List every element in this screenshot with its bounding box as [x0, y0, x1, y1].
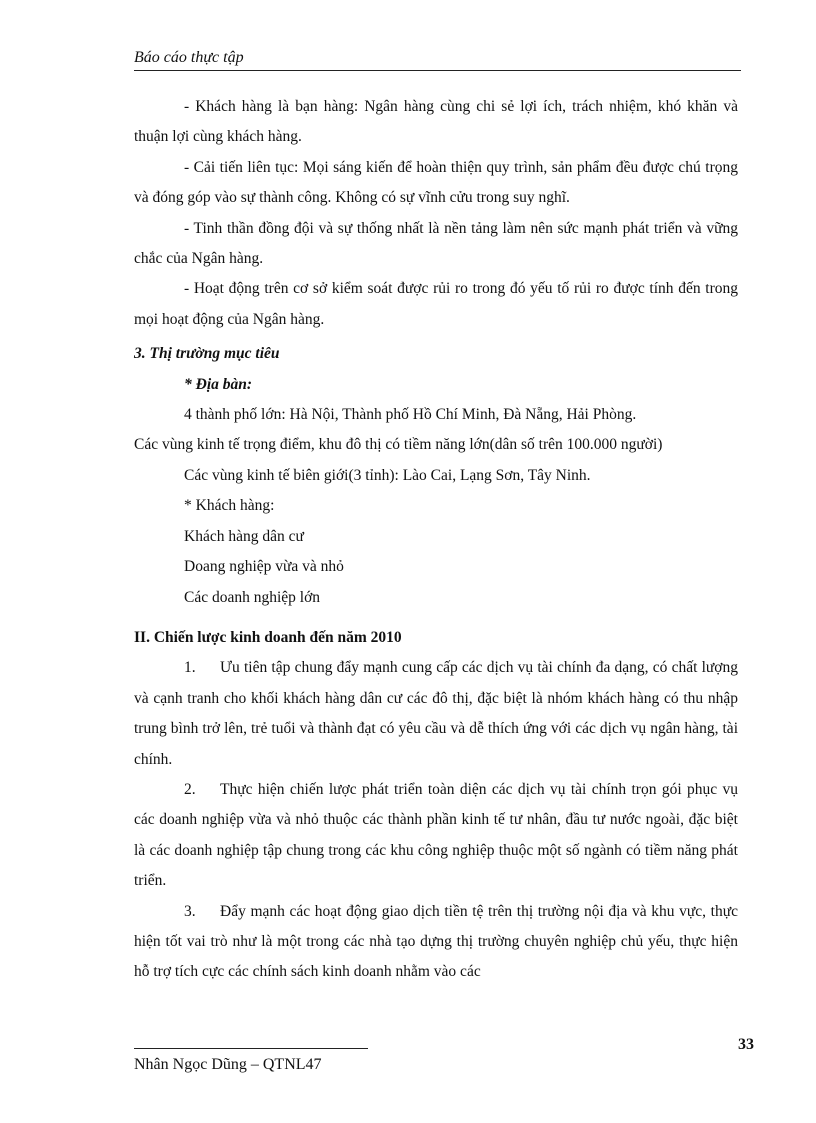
area-line-1: 4 thành phố lớn: Hà Nội, Thành phố Hồ Chí Minh, Đà Nẵng, Hải Phòng. [184, 406, 637, 424]
values-paragraph-3: - Tinh thần đồng đội và sự thống nhất là nền tảng làm nên sức mạnh phát triển và vững chắc của Ngân hàng. [134, 219, 738, 268]
list-number: 3. [184, 902, 196, 920]
footer-author: Nhân Ngọc Dũng – QTNL47 [134, 1056, 322, 1073]
values-paragraph-1: - Khách hàng là bạn hàng: Ngân hàng cùng chi sẻ lợi ích, trách nhiệm, khó khăn và thuận lợi cùng khách hàng. [134, 98, 738, 146]
values-paragraph-4: - Hoạt động trên cơ sở kiểm soát được rủi ro trong đó yếu tố rủi ro được tính đến trong mọi hoạt động của Ngân hàng. [134, 280, 738, 328]
customer-item-2: Doang nghiệp vừa và nhỏ [184, 558, 344, 576]
area-line-3: Các vùng kinh tế biên giới(3 tỉnh): Lào Cai, Lạng Sơn, Tây Ninh. [184, 466, 591, 484]
list-number: 2. [184, 780, 196, 798]
running-header: Báo cáo thực tập [134, 47, 741, 71]
footer-divider [134, 1048, 368, 1049]
section-ii-heading: II. Chiến lược kinh doanh đến năm 2010 [134, 628, 402, 646]
strategy-item-2 [134, 775, 738, 897]
customer-subheading: * Khách hàng: [184, 497, 275, 515]
page-body [134, 92, 738, 988]
customer-item-3: Các doanh nghiệp lớn [184, 588, 321, 606]
list-number: 1. [184, 659, 196, 677]
list-text: Ưu tiên tập chung đẩy mạnh cung cấp các dịch vụ tài chính đa dạng, có chất lượng và cạnh tranh cho khối khách hàng dân cư các đô thị, đặc biệt là nhóm khách hàng có thu nhập trung bình trở lên, trẻ tuổi và thành đạt có yêu cầu và dễ thích ứng với các dịch vụ ngân hàng, tài chính. [134, 659, 738, 768]
area-line-2: Các vùng kinh tế trọng điểm, khu đô thị có tiềm năng lớn(dân số trên 100.000 người) [134, 436, 663, 454]
area-subheading: * Địa bàn: [184, 375, 253, 393]
strategy-item-1 [134, 653, 738, 775]
page-number: 33 [738, 1036, 754, 1053]
list-text: Thực hiện chiến lược phát triển toàn diện các dịch vụ tài chính trọn gói phục vụ các doanh nghiệp vừa và nhỏ thuộc các thành phần kinh tế tư nhân, đầu tư nước ngoài, đặc biệt là các doanh nghiệp tập chung trong các khu công nghiệp thuộc một số ngành có tiềm năng phát triển. [134, 780, 738, 890]
values-paragraph-2: - Cải tiến liên tục: Mọi sáng kiến để hoàn thiện quy trình, sản phẩm đều được chú trọng và đóng góp vào sự thành công. Không có sự vĩnh cửu trong suy nghĩ. [134, 158, 738, 207]
strategy-item-3 [134, 897, 738, 988]
section-3-heading: 3. Thị trường mục tiêu [134, 345, 280, 363]
list-text: Đẩy mạnh các hoạt động giao dịch tiền tệ trên thị trường nội địa và khu vực, thực hiện tốt vai trò như là một trong các nhà tạo dựng thị trường chuyên nghiệp chủ yếu, thực hiện hỗ trợ tích cực các chính sách kinh doanh nhằm vào các [134, 902, 738, 981]
customer-item-1: Khách hàng dân cư [184, 527, 304, 545]
